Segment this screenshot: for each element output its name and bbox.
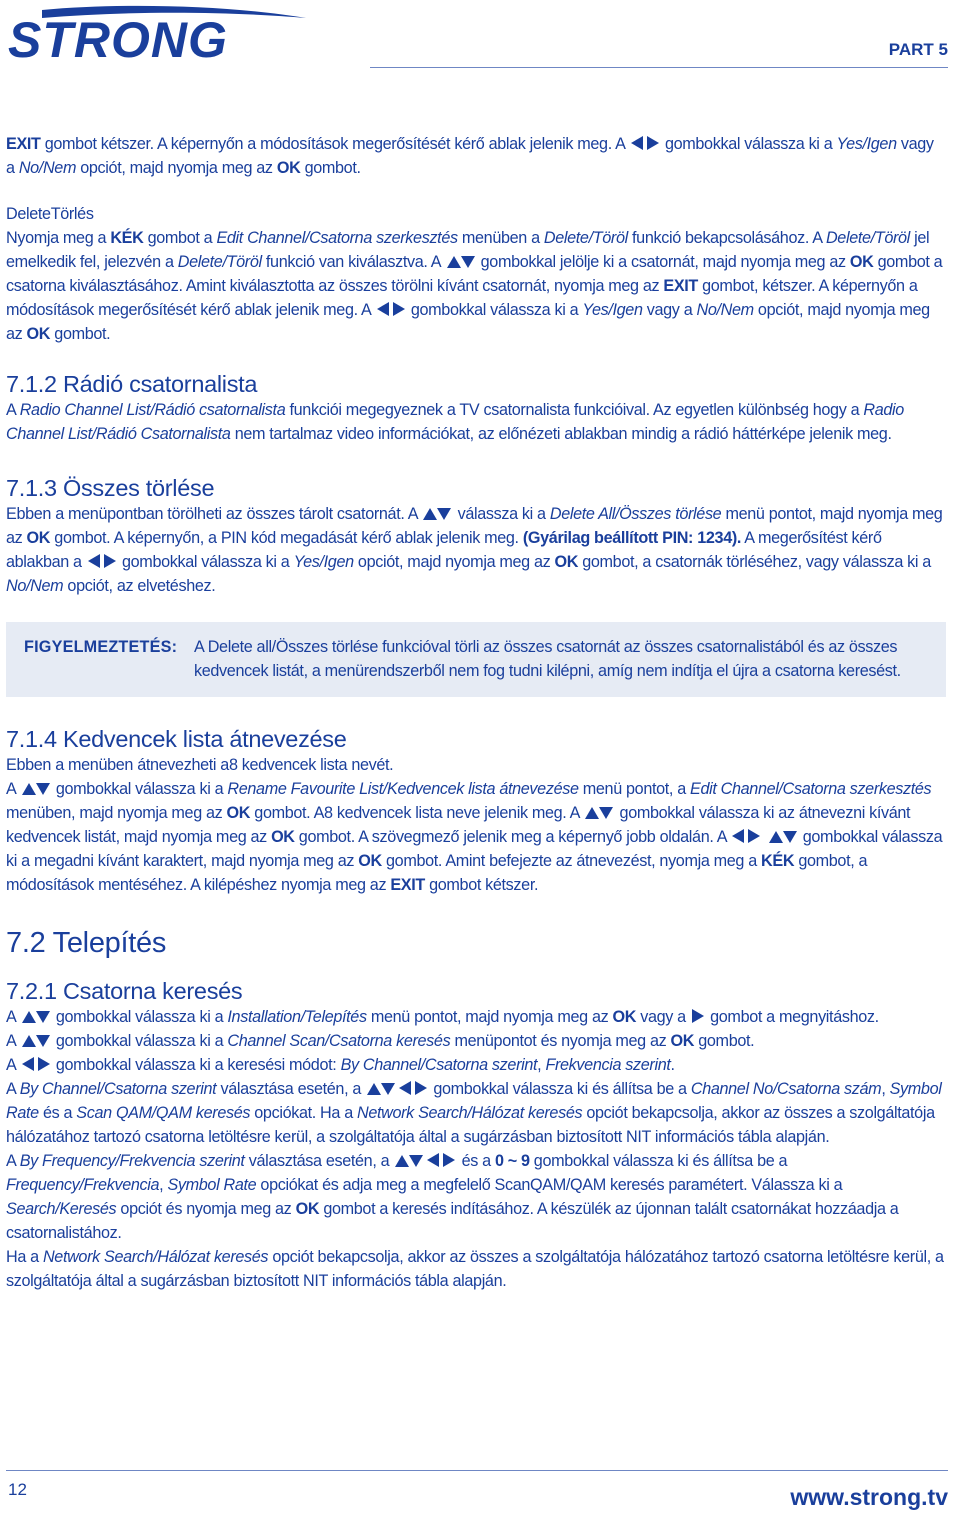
arrow-right-icon bbox=[692, 1009, 704, 1023]
paragraph-721-line3: A gombokkal válassza ki a keresési módot: By Channel/Csatorna szerint, Frekvencia szerint. bbox=[6, 1056, 675, 1074]
paragraph-714: A gombokkal válassza ki a Rename Favourite List/Kedvencek lista átnevezése menü pontot, a Edit Channel/Csatorna szerkesztés menüben, majd nyomja meg az OK gombot. A8 kedvencek lista neve jelenik meg. A gombokkal válassza ki az átnevezni kívánt kedvencek listát, majd nyomja meg az OK gombot. A szövegmező jelenik meg a képernyő jobb oldalán. A gombokkal válassza ki a megadni kívánt karaktert, majd nyomja meg az OK gombot. Amint befejezte az átnevezést, nyomja meg a KÉK gombot, a módosítások mentéséhez. A kilépéshez nyomja meg az EXIT gombot kétszer. bbox=[6, 780, 943, 894]
arrow-down-icon bbox=[36, 1011, 50, 1023]
page-number: 12 bbox=[8, 1480, 27, 1499]
website-link[interactable]: www.strong.tv bbox=[790, 1484, 948, 1510]
arrow-left-icon bbox=[399, 1081, 411, 1095]
arrow-up-icon bbox=[367, 1083, 381, 1095]
paragraph-721-line5: A By Frequency/Frekvencia szerint választása esetén, a és a 0 ~ 9 gombokkal válassza ki és állítsa be a Frequency/Frekvencia, Symbol Rate opciókat és adja meg a megfelelő ScanQAM/QAM keresés paramétert. Válassza ki a Search/Keresés opciót és nyomja meg az OK gombot a keresés indításához. A készülék az újonnan talált csatornákat hozzáadja a csatornalistához. bbox=[6, 1152, 899, 1242]
arrow-up-icon bbox=[22, 783, 36, 795]
arrow-down-icon bbox=[381, 1083, 395, 1095]
arrow-up-icon bbox=[395, 1155, 409, 1167]
arrow-left-icon bbox=[88, 554, 100, 568]
paragraph-721-line1: A gombokkal válassza ki a Installation/Telepítés menü pontot, majd nyomja meg az OK vagy a gombot a megnyitáshoz. bbox=[6, 1008, 879, 1026]
section-title-72: 7.2 Telepítés bbox=[6, 927, 167, 959]
section-title-721: 7.2.1 Csatorna keresés bbox=[6, 978, 243, 1004]
section-title-712: 7.1.2 Rádió csatornalista bbox=[6, 371, 258, 397]
paragraph-713: Ebben a menüpontban törölheti az összes tárolt csatornát. A válassza ki a Delete All/Összes törlése menü pontot, majd nyomja meg az OK gombot. A képernyőn, a PIN kód megadását kérő ablak jelenik meg. (Gyárilag beállított PIN: 1234). A megerősítést kérő ablakban a gombokkal válassza ki a Yes/Igen opciót, majd nyomja meg az OK gombot, a csatornák törléséhez, vagy válassza ki a No/Nem opciót, az elvetéshez. bbox=[6, 505, 943, 595]
arrow-right-icon bbox=[104, 554, 116, 568]
warning-text: A Delete all/Összes törlése funkcióval törli az összes csatornát az összes csatornalistából és az összes kedvencek listát, a menürendszerből nem fog tudni kilépni, amíg nem indítja el újra a csatorna keresést. bbox=[194, 638, 901, 680]
arrow-up-icon bbox=[585, 807, 599, 819]
paragraph-721-line2: A gombokkal válassza ki a Channel Scan/Csatorna keresés menüpontot és nyomja meg az OK gombot. bbox=[6, 1032, 755, 1050]
page-content bbox=[6, 132, 946, 1293]
paragraph-721-line4: A By Channel/Csatorna szerint választása esetén, a gombokkal válassza ki és állítsa be a Channel No/Csatorna szám, Symbol Rate és a Scan QAM/QAM keresés opciókat. Ha a Network Search/Hálózat keresés opciót bekapcsolja, akkor az összes a szolgáltatója hálózatához tartozó csatorna letöltésre kerül, a szolgáltatója által a sugárzásban biztosított NIT információs tábla alapján. bbox=[6, 1080, 942, 1146]
arrow-right-icon bbox=[647, 136, 659, 150]
arrow-up-icon bbox=[22, 1035, 36, 1047]
paragraph-721-line6: Ha a Network Search/Hálózat keresés opciót bekapcsolja, akkor az összes a szolgáltatója hálózatához tartozó csatorna letöltésre kerül, a szolgáltatója által a sugárzásban biztosított NIT információs tábla alapján. bbox=[6, 1248, 944, 1290]
warning-label: FIGYELMEZTETÉS: bbox=[24, 638, 178, 656]
arrow-left-icon bbox=[427, 1153, 439, 1167]
delete-heading: DeleteTörlés bbox=[6, 205, 94, 223]
arrow-up-icon bbox=[447, 256, 461, 268]
arrow-up-icon bbox=[769, 831, 783, 843]
warning-box bbox=[6, 622, 946, 697]
arrow-down-icon bbox=[409, 1155, 423, 1167]
strong-logo bbox=[6, 4, 316, 62]
arrow-right-icon bbox=[393, 302, 405, 316]
header-divider bbox=[370, 67, 948, 68]
arrow-right-icon bbox=[38, 1057, 50, 1071]
arrow-right-icon bbox=[443, 1153, 455, 1167]
arrow-up-icon bbox=[423, 508, 437, 520]
arrow-down-icon bbox=[36, 783, 50, 795]
footer-divider bbox=[6, 1470, 948, 1471]
arrow-down-icon bbox=[461, 256, 475, 268]
arrow-left-icon bbox=[631, 136, 643, 150]
arrow-left-icon bbox=[377, 302, 389, 316]
paragraph-712: A Radio Channel List/Rádió csatornalista funkciói megegyeznek a TV csatornalista funkcióival. Az egyetlen különbség hogy a Radio Channel List/Rádió Csatornalista nem tartalmaz video információkat, az előnézeti ablakban mindig a rádió háttérképe jelenik meg. bbox=[6, 401, 904, 443]
arrow-right-icon bbox=[415, 1081, 427, 1095]
paragraph-delete: Nyomja meg a KÉK gombot a Edit Channel/Csatorna szerkesztés menüben a Delete/Töröl funkció bekapcsolásához. A Delete/Töröl jel emelkedik fel, jelezvén a Delete/Töröl funkció van kiválasztva. A gombokkal jelölje ki a csatornát, majd nyomja meg az OK gombot a csatorna kiválasztásához. Amint kiválasztotta az összes törölni kívánt csatornát, nyomja meg az EXIT gombot, kétszer. A képernyőn a módosítások megerősítését kérő ablak jelenik meg. A gombokkal válassza ki a Yes/Igen vagy a No/Nem opciót, majd nyomja meg az OK gombot. bbox=[6, 229, 943, 343]
logo-text: STRONG bbox=[8, 12, 228, 62]
arrow-down-icon bbox=[36, 1035, 50, 1047]
arrow-down-icon bbox=[437, 508, 451, 520]
arrow-left-icon bbox=[732, 829, 744, 843]
arrow-up-icon bbox=[22, 1011, 36, 1023]
section-title-713: 7.1.3 Összes törlése bbox=[6, 475, 215, 501]
paragraph-exit: EXIT gombot kétszer. A képernyőn a módosítások megerősítését kérő ablak jelenik meg. A gombokkal válassza ki a Yes/Igen vagy a No/Nem opciót, majd nyomja meg az OK gombot. bbox=[6, 135, 934, 177]
section-title-714: 7.1.4 Kedvencek lista átnevezése bbox=[6, 726, 347, 752]
arrow-left-icon bbox=[22, 1057, 34, 1071]
paragraph-714-intro: Ebben a menüben átnevezheti a8 kedvencek lista nevét. bbox=[6, 756, 394, 774]
arrow-right-icon bbox=[748, 829, 760, 843]
arrow-down-icon bbox=[599, 807, 613, 819]
part-label: PART 5 bbox=[888, 40, 948, 59]
arrow-down-icon bbox=[783, 831, 797, 843]
